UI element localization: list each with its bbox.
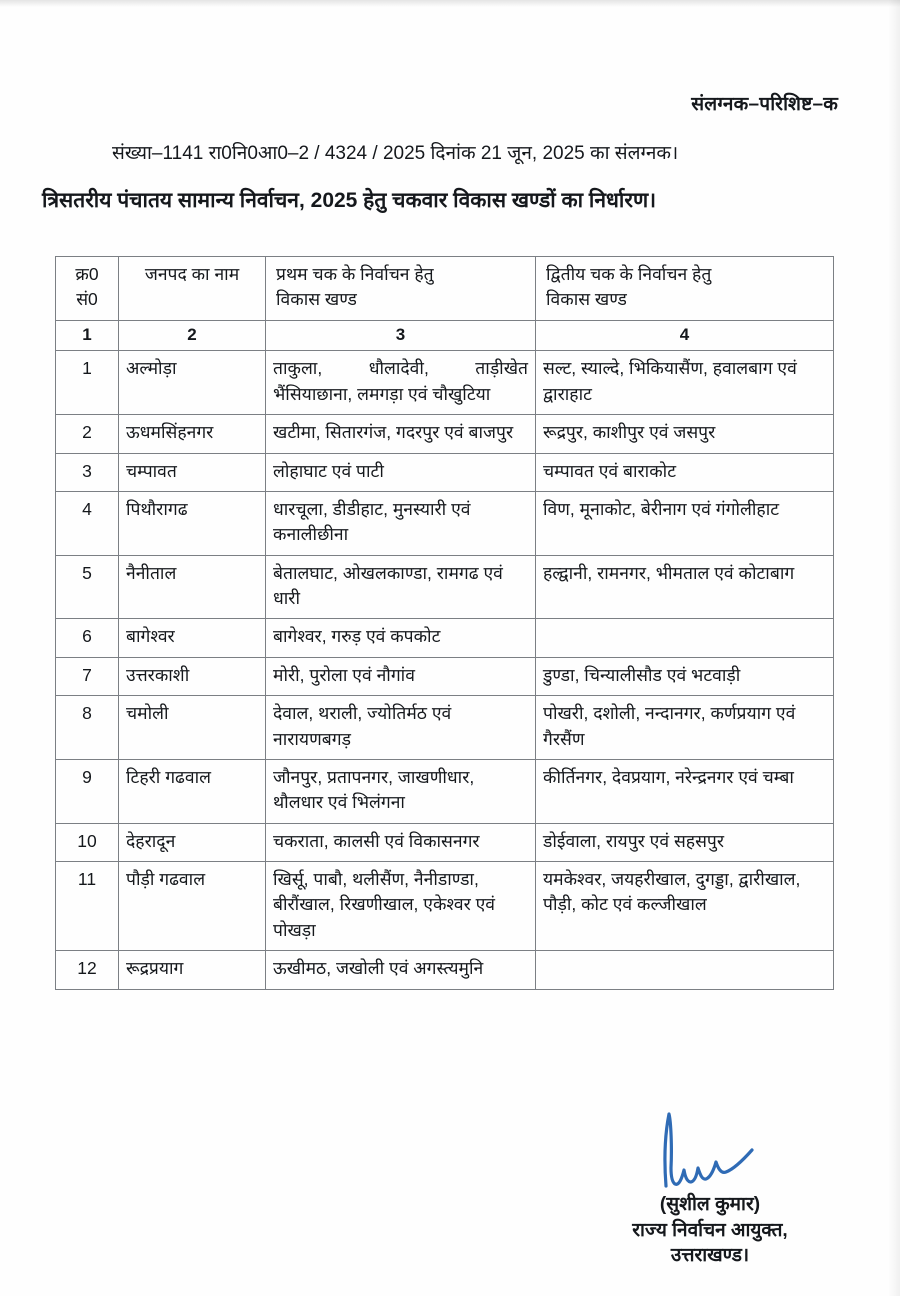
row-phase1-blocks: धारचूला, डीडीहाट, मुनस्यारी एवं कनालीछीना bbox=[266, 491, 536, 555]
development-blocks-table bbox=[55, 256, 834, 990]
header-phase2-line1: द्वितीय चक के निर्वाचन हेतु bbox=[546, 264, 712, 284]
table-row bbox=[56, 696, 834, 760]
signature-block bbox=[560, 1120, 860, 1269]
annexure-label: संलग्नक–परिशिष्ट–क bbox=[691, 94, 838, 115]
row-phase2-blocks: डुण्डा, चिन्यालीसौड एवं भटवाड़ी bbox=[536, 657, 834, 695]
header-phase2-blocks bbox=[536, 257, 834, 321]
row-district-name: रूद्रप्रयाग bbox=[119, 951, 266, 989]
row-district-name: टिहरी गढवाल bbox=[119, 759, 266, 823]
row-phase1-blocks: मोरी, पुरोला एवं नौगांव bbox=[266, 657, 536, 695]
column-number-1: 1 bbox=[56, 320, 119, 351]
row-district-name: नैनीताल bbox=[119, 555, 266, 619]
row-serial-number: 3 bbox=[56, 453, 119, 491]
row-serial-number: 4 bbox=[56, 491, 119, 555]
header-phase1-blocks bbox=[266, 257, 536, 321]
row-serial-number: 11 bbox=[56, 862, 119, 951]
header-phase1-line1: प्रथम चक के निर्वाचन हेतु bbox=[276, 264, 434, 284]
row-phase2-blocks: चम्पावत एवं बाराकोट bbox=[536, 453, 834, 491]
row-serial-number: 6 bbox=[56, 619, 119, 657]
header-serial-number bbox=[56, 257, 119, 321]
signatory-name: (सुशील कुमार) bbox=[659, 1194, 761, 1215]
column-number-row bbox=[56, 320, 834, 351]
row-district-name: पिथौरागढ bbox=[119, 491, 266, 555]
signatory-state: उत्तराखण्ड। bbox=[670, 1245, 750, 1267]
row-serial-number: 12 bbox=[56, 951, 119, 989]
row-serial-number: 9 bbox=[56, 759, 119, 823]
row-phase2-blocks: विण, मूनाकोट, बेरीनाग एवं गंगोलीहाट bbox=[536, 491, 834, 555]
reference-number-line: संख्या–1141 रा0नि0आ0–2 / 4324 / 2025 दिनांक 21 जून, 2025 का संलग्नक। bbox=[112, 143, 679, 164]
row-phase1-blocks: जौनपुर, प्रतापनगर, जाखणीधार, थौलधार एवं भिलंगना bbox=[266, 759, 536, 823]
header-district-label: जनपद का नाम bbox=[144, 264, 240, 284]
row-phase2-blocks: सल्ट, स्याल्दे, भिकियासैंण, हवालबाग एवं द्वाराहाट bbox=[536, 351, 834, 415]
row-phase2-blocks: पोखरी, दशोली, नन्दानगर, कर्णप्रयाग एवं गैरसैंण bbox=[536, 696, 834, 760]
table-row bbox=[56, 351, 834, 415]
scan-edge-top bbox=[0, 0, 900, 7]
row-district-name: चमोली bbox=[119, 696, 266, 760]
scan-edge-right bbox=[888, 0, 900, 1296]
row-serial-number: 1 bbox=[56, 351, 119, 415]
header-phase1-line2: विकास खण्ड bbox=[276, 289, 357, 310]
row-phase1-blocks: देवाल, थराली, ज्योतिर्मठ एवं नारायणबगड़ bbox=[266, 696, 536, 760]
row-serial-number: 2 bbox=[56, 415, 119, 453]
row-serial-number: 7 bbox=[56, 657, 119, 695]
row-district-name: बागेश्वर bbox=[119, 619, 266, 657]
row-phase2-blocks bbox=[536, 951, 834, 989]
row-district-name: उत्तरकाशी bbox=[119, 657, 266, 695]
table-row bbox=[56, 759, 834, 823]
table-row bbox=[56, 619, 834, 657]
row-phase1-blocks: ऊखीमठ, जखोली एवं अगस्त्यमुनि bbox=[266, 951, 536, 989]
table-row bbox=[56, 453, 834, 491]
header-phase2-line2: विकास खण्ड bbox=[546, 289, 627, 310]
table-row bbox=[56, 491, 834, 555]
table-header-row bbox=[56, 257, 834, 321]
row-phase2-blocks: कीर्तिनगर, देवप्रयाग, नरेन्द्रनगर एवं चम्बा bbox=[536, 759, 834, 823]
row-serial-number: 10 bbox=[56, 823, 119, 861]
page-title: त्रिसतरीय पंचातय सामान्य निर्वाचन, 2025 हेतु चकवार विकास खण्डों का निर्धारण। bbox=[42, 189, 657, 212]
table-row bbox=[56, 415, 834, 453]
row-district-name: पौड़ी गढवाल bbox=[119, 862, 266, 951]
row-phase1-blocks: चकराता, कालसी एवं विकासनगर bbox=[266, 823, 536, 861]
column-number-2: 2 bbox=[119, 320, 266, 351]
row-district-name: अल्मोड़ा bbox=[119, 351, 266, 415]
table-row bbox=[56, 555, 834, 619]
row-phase1-blocks: बागेश्वर, गरुड़ एवं कपकोट bbox=[266, 619, 536, 657]
column-number-3: 3 bbox=[266, 320, 536, 351]
table-row bbox=[56, 862, 834, 951]
row-phase1-blocks: खिर्सू, पाबौ, थलीसैंण, नैनीडाण्डा, बीरौंखाल, रिखणीखाल, एकेश्वर एवं पोखड़ा bbox=[266, 862, 536, 951]
row-phase2-blocks: यमकेश्वर, जयहरीखाल, दुगड्डा, द्वारीखाल, पौड़ी, कोट एवं कल्जीखाल bbox=[536, 862, 834, 951]
column-number-4: 4 bbox=[536, 320, 834, 351]
row-district-name: चम्पावत bbox=[119, 453, 266, 491]
row-phase1-blocks: बेतालघाट, ओखलकाण्डा, रामगढ एवं धारी bbox=[266, 555, 536, 619]
header-serial-line2: सं0 bbox=[76, 289, 98, 310]
header-serial-line1: क्र0 bbox=[75, 264, 99, 284]
row-phase1-blocks: ताकुला, धौलादेवी, ताड़ीखेत भैंसियाछाना, लमगड़ा एवं चौखुटिया bbox=[266, 351, 536, 415]
row-district-name: ऊधमसिंहनगर bbox=[119, 415, 266, 453]
table-row bbox=[56, 951, 834, 989]
header-district-name bbox=[119, 257, 266, 321]
row-serial-number: 5 bbox=[56, 555, 119, 619]
row-phase2-blocks: रूद्रपुर, काशीपुर एवं जसपुर bbox=[536, 415, 834, 453]
row-phase1-blocks: खटीमा, सितारगंज, गदरपुर एवं बाजपुर bbox=[266, 415, 536, 453]
row-phase1-blocks: लोहाघाट एवं पाटी bbox=[266, 453, 536, 491]
signatory-designation: राज्य निर्वाचन आयुक्त, bbox=[632, 1219, 788, 1241]
row-serial-number: 8 bbox=[56, 696, 119, 760]
row-phase2-blocks: हल्द्वानी, रामनगर, भीमताल एवं कोटाबाग bbox=[536, 555, 834, 619]
row-phase2-blocks: डोईवाला, रायपुर एवं सहसपुर bbox=[536, 823, 834, 861]
table-row bbox=[56, 823, 834, 861]
table-row bbox=[56, 657, 834, 695]
row-phase2-blocks bbox=[536, 619, 834, 657]
row-district-name: देहरादून bbox=[119, 823, 266, 861]
